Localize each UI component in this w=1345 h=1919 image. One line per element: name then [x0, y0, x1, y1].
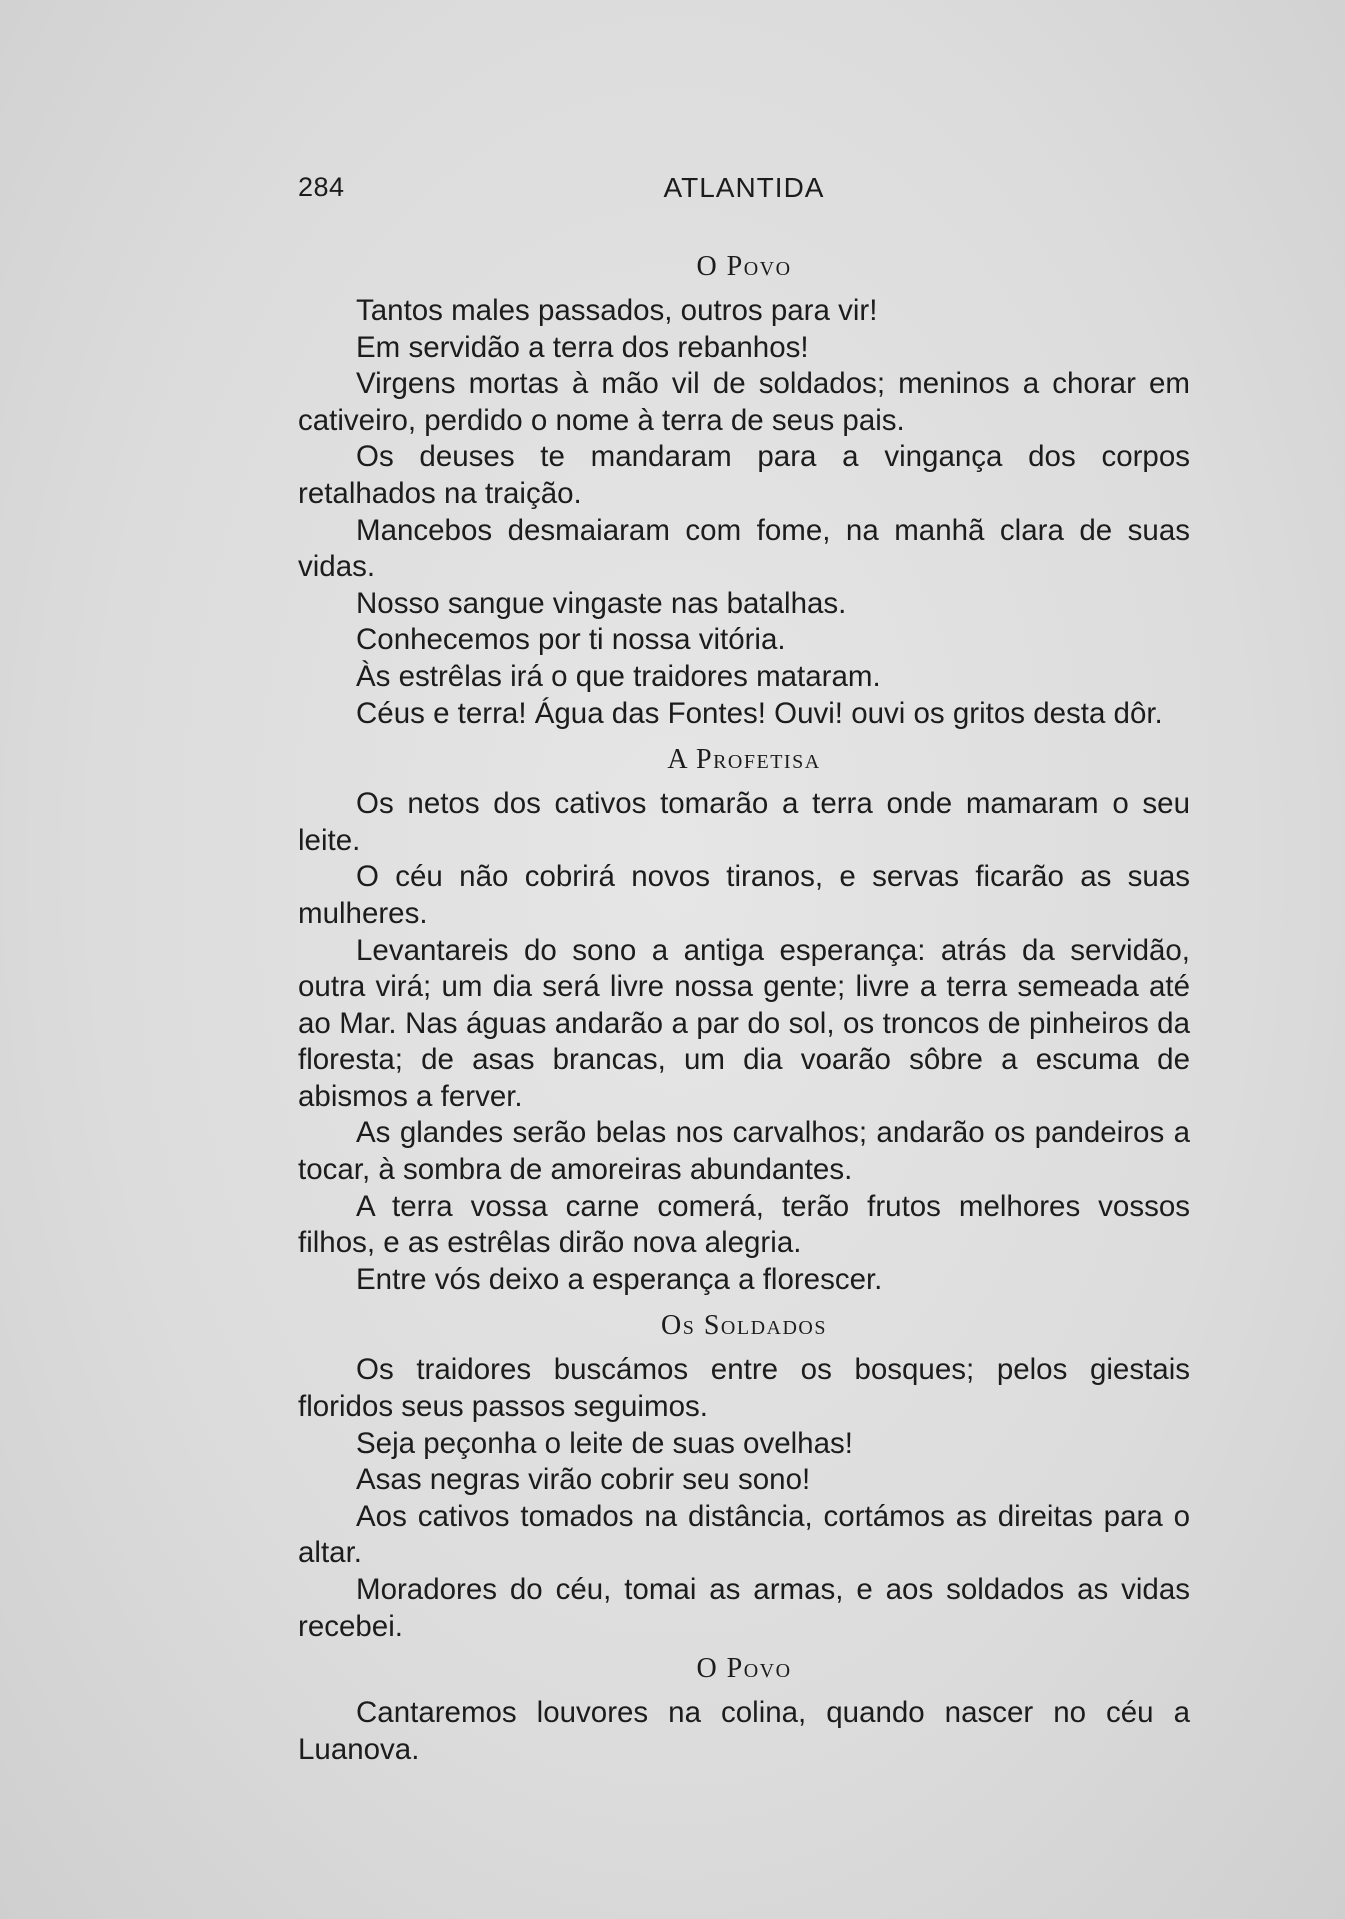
verse-paragraph: Os netos dos cativos tomarão a terra onde mamaram o seu leite. [298, 787, 1190, 857]
verse-paragraph: Mancebos desmaiaram com fome, na manhã clara de suas vidas. [298, 513, 1190, 584]
verse-paragraph: Moradores do céu, tomai as armas, e aos soldados as vidas recebei. [298, 1573, 1190, 1643]
page-number: 284 [298, 172, 345, 202]
speaker-heading: O Povo [696, 251, 792, 282]
verse-paragraph: Às estrêlas irá o que traidores mataram. [356, 659, 881, 693]
verse-paragraph: As glandes serão belas nos carvalhos; andarão os pandeiros a tocar, à sombra de amoreiras abundantes. [298, 1116, 1190, 1187]
speaker-heading: O Povo [696, 1653, 792, 1685]
verse-paragraph: Aos cativos tomados na distância, cortámos as direitas para o altar. [298, 1499, 1190, 1570]
verse-paragraph: Em servidão a terra dos rebanhos! [356, 330, 809, 364]
speaker-heading: A Profetisa [667, 744, 821, 776]
verse-paragraph: Conhecemos por ti nossa vitória. [356, 623, 786, 657]
speaker-heading: Os Soldados [661, 1310, 827, 1342]
verse-paragraph: Cantaremos louvores na colina, quando nascer no céu a Luanova. [298, 1696, 1190, 1766]
verse-paragraph: Entre vós deixo a esperança a florescer. [356, 1262, 883, 1296]
verse-paragraph: Os traidores buscámos entre os bosques; pelos giestais floridos seus passos seguimos. [298, 1353, 1190, 1424]
verse-paragraph: Nosso sangue vingaste nas batalhas. [356, 586, 847, 620]
running-title: ATLANTIDA [663, 172, 825, 203]
page-header [298, 172, 1190, 212]
verse-paragraph: Seja peçonha o leite de suas ovelhas! [356, 1426, 853, 1460]
verse-paragraph: Levantareis do sono a antiga esperança: atrás da servidão, outra virá; um dia será livre nossa gente; livre a terra semeada até ao Mar. Nas águas andarão a par do sol, os troncos de pinheiros da floresta; de asas brancas, um dia voarão sôbre a escuma de abismos a ferver. [298, 933, 1190, 1113]
verse-paragraph: O céu não cobrirá novos tiranos, e servas ficarão as suas mulheres. [298, 860, 1190, 930]
verse-paragraph: A terra vossa carne comerá, terão frutos melhores vossos filhos, e as estrêlas dirão nova alegria. [298, 1189, 1190, 1260]
verse-paragraph: Virgens mortas à mão vil de soldados; meninos a chorar em cativeiro, perdido o nome à terra de seus pais. [298, 367, 1190, 437]
page-body [298, 243, 1190, 1768]
verse-paragraph: Asas negras virão cobrir seu sono! [356, 1463, 811, 1497]
verse-paragraph: Tantos males passados, outros para vir! [356, 294, 878, 327]
verse-paragraph: Os deuses te mandaram para a vingança dos corpos retalhados na traição. [298, 440, 1190, 510]
verse-paragraph: Céus e terra! Água das Fontes! Ouvi! ouvi os gritos desta dôr. [356, 696, 1163, 730]
